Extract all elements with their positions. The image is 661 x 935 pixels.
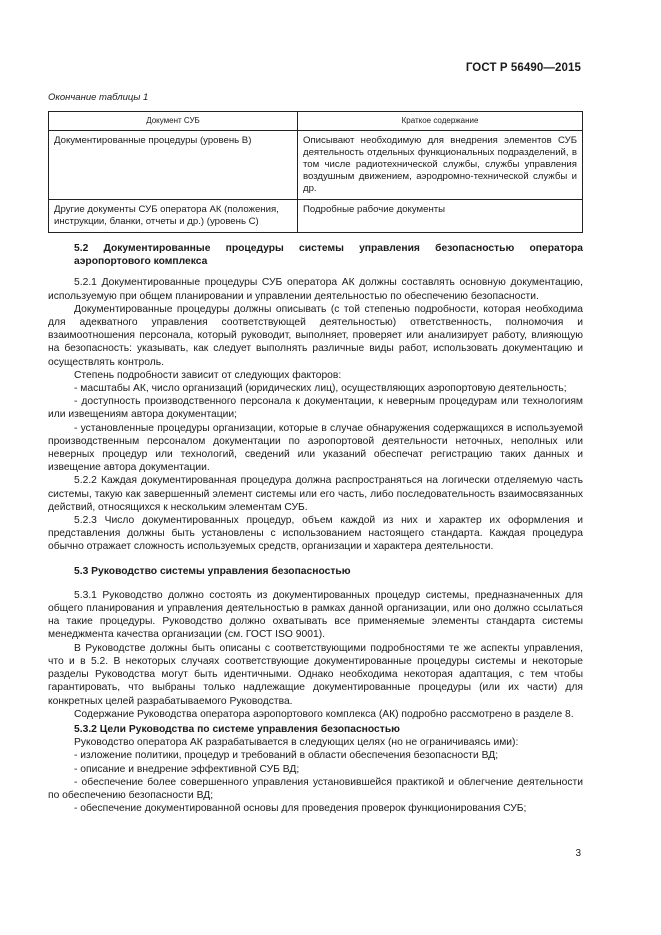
section-heading-5-3: 5.3 Руководство системы управления безопасностью [74, 565, 351, 577]
table-cell: Документированные процедуры (уровень B) [49, 131, 298, 200]
list-item: - масштабы АК, число организаций (юридических лиц), осуществляющих аэропортовую деятельность; [74, 383, 567, 395]
list-item: - обеспечение документированной основы для проведения проверок функционирования СУБ; [74, 803, 527, 815]
page-number: 3 [575, 848, 581, 859]
column-header-summary: Краткое содержание [298, 112, 583, 131]
list-item: - установленные процедуры организации, которые в случае обнаружения содержащихся в используемой производственным персоналом документации по аэропортовой деятельности неточных, неполных или неверных процедур или технологий, сведений или указаний обеспечат регистрацию таких данных и извещение автора документации. [48, 422, 583, 474]
section-heading-5-2: 5.2 Документированные процедуры системы управления безопасностью оператора аэропортового комплекса [74, 243, 583, 268]
section-heading-5-3-2: 5.3.2 Цели Руководства по системе управления безопасностью [74, 723, 400, 735]
paragraph: Содержание Руководства оператора аэропортового комплекса (АК) подробно рассмотрено в разделе 8. [74, 708, 574, 720]
paragraph: В Руководстве должны быть описаны с соответствующими подробностями те же аспекты управления, что и в 5.2. В некоторых случаях соответствующие документированные процедуры системы и некоторые разделы Руководства могут быть идентичными. Однако необходима некоторая адаптация, с тем чтобы гарантировать, что выбраны только надлежащие документированные процедуры (или их части) для конкретных целей разрабатываемого Руководства. [48, 642, 583, 707]
table-caption: Окончание таблицы 1 [48, 92, 149, 103]
list-item: - обеспечение более совершенного управления установившейся практикой и облегчение деятельности по обеспечению безопасности ВД; [48, 776, 583, 801]
list-item: - изложение политики, процедур и требований в области обеспечения безопасности ВД; [74, 750, 499, 762]
list-item: - описание и внедрение эффективной СУБ ВД; [74, 763, 300, 775]
paragraph: Степень подробности зависит от следующих факторов: [74, 369, 342, 381]
column-header-document: Документ СУБ [49, 112, 298, 131]
paragraph: Документированные процедуры должны описывать (с той степенью подробности, которая необходима для адекватного управления соответствующей деятельностью) ответственность, полномочия и взаимоотношения персонала, который руководит, выполняет, проверяет или анализирует работу, влияющую на безопасность: указывать, как следует выполнять различные виды работ, использовать документацию и осуществлять контроль. [48, 303, 583, 368]
table-row [49, 131, 583, 200]
document-body [48, 240, 583, 815]
documents-table [48, 111, 583, 233]
paragraph: 5.2.1 Документированные процедуры СУБ оператора АК должны составлять основную документацию, используемую при общем планировании и управлении деятельностью по обеспечению безопасности. [48, 277, 583, 302]
standard-number: ГОСТ Р 56490—2015 [465, 62, 581, 74]
paragraph: Руководство оператора АК разрабатывается в следующих целях (но не ограничиваясь ими): [74, 737, 519, 749]
paragraph: 5.2.2 Каждая документированная процедура должна распространяться на логически отделяемую часть системы, такую как завершенный элемент системы или его часть, либо последовательность взаимосвязанных действий, относящихся к нескольким элементам СУБ. [48, 475, 583, 513]
paragraph: 5.2.3 Число документированных процедур, объем каждой из них и характер их оформления и представления должны быть установлены с использованием настоящего стандарта. Каждая процедура обычно отражает сложность используемых средств, организации и характера деятельности. [48, 515, 583, 553]
table-cell: Другие документы СУБ оператора АК (положения, инструкции, бланки, отчеты и др.) (уровень C) [49, 200, 298, 233]
table-cell: Описывают необходимую для внедрения элементов СУБ деятельность отдельных функциональных подразделений, в том числе радиотехнической службы, службы управления воздушным движением, аэродромно-технической службы и др. [298, 131, 583, 200]
table-row [49, 200, 583, 233]
table-cell: Подробные рабочие документы [298, 200, 583, 233]
list-item: - доступность производственного персонала к документации, к неверным процедурам или технологиям или извещениям автора документации; [48, 396, 583, 421]
table-header-row [49, 112, 583, 131]
paragraph: 5.3.1 Руководство должно состоять из документированных процедур системы, предназначенных для общего планирования и управления деятельностью в рамках данной организации, или оно должно ссылаться на такие процедуры. Руководство должно охватывать все применяемые элементы стандарта системы менеджмента качества организации (см. ГОСТ ISO 9001). [48, 589, 583, 641]
